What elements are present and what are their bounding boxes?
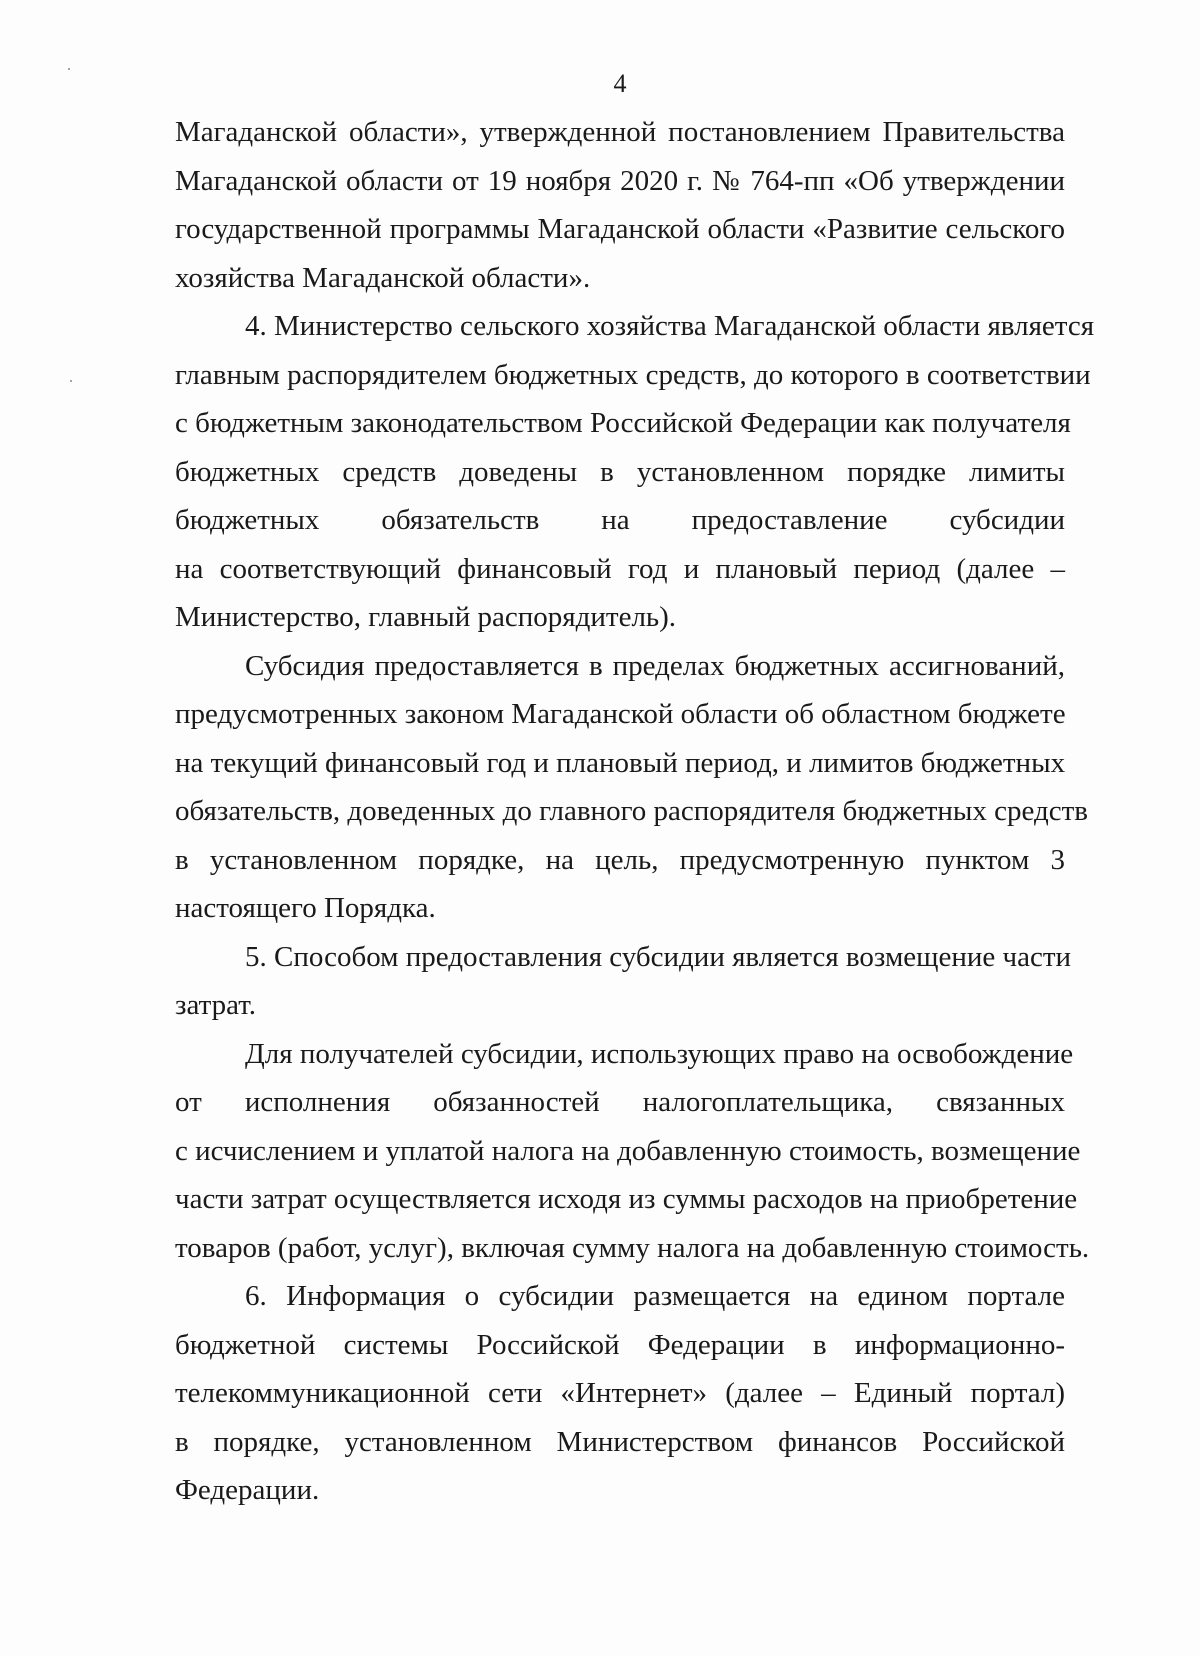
text-line: 6. Информация о субсидии размещается на едином портале (245, 1280, 1065, 1312)
paragraph-item-5 (175, 933, 1072, 1030)
text-line: бюджетных средств доведены в установленном порядке лимиты (175, 455, 1065, 488)
text-line: Субсидия предоставляется в пределах бюджетных ассигнований, (245, 649, 1065, 682)
paragraph-item-6 (175, 1272, 1065, 1515)
text-line: с исчислением и уплатой налога на добавленную стоимость, возмещение (175, 1134, 1081, 1167)
text-line: предусмотренных законом Магаданской области об областном бюджете (175, 698, 1066, 730)
text-line: государственной программы Магаданской области «Развитие сельского (175, 213, 1065, 245)
text-line: на текущий финансовый год и плановый период, и лимитов бюджетных (175, 746, 1066, 779)
text-line: телекоммуникационной сети «Интернет» (далее – Единый портал) (175, 1377, 1065, 1409)
page-number: 4 (613, 69, 627, 98)
text-line: с бюджетным законодательством Российской Федерации как получателя (175, 407, 1071, 439)
paragraph-subsidy-limits (175, 642, 1088, 933)
text-line: от исполнения обязанностей налогоплательщика, связанных (175, 1086, 1065, 1118)
text-line: бюджетной системы Российской Федерации в информационно- (175, 1328, 1065, 1361)
text-line: 4. Министерство сельского хозяйства Магаданской области является (245, 310, 1095, 342)
paragraph-item-4 (175, 302, 1095, 642)
text-line: Министерство, главный распорядитель). (175, 601, 677, 633)
text-line: в порядке, установленном Министерством финансов Российской (175, 1425, 1065, 1458)
text-line: главным распорядителем бюджетных средств, до которого в соответствии (175, 358, 1091, 391)
text-line: Магаданской области от 19 ноября 2020 г. № 764-пп «Об утверждении (175, 164, 1065, 197)
scan-speck (70, 380, 72, 382)
text-line: бюджетных обязательств на предоставление субсидии (175, 504, 1065, 536)
text-line: 5. Способом предоставления субсидии является возмещение части (245, 940, 1072, 973)
text-line: хозяйства Магаданской области». (175, 261, 591, 294)
text-line: настоящего Порядка. (175, 892, 436, 924)
text-line: части затрат осуществляется исходя из суммы расходов на приобретение (175, 1183, 1078, 1215)
text-line: Магаданской области», утвержденной постановлением Правительства (175, 116, 1065, 148)
text-line: Федерации. (175, 1474, 320, 1506)
paragraph-vat-exemption (175, 1030, 1090, 1273)
text-line: в установленном порядке, на цель, предусмотренную пунктом 3 (175, 843, 1065, 876)
scan-speck (68, 68, 70, 70)
paragraph-continuation (175, 108, 1065, 302)
text-line: Для получателей субсидии, использующих право на освобождение (245, 1037, 1074, 1070)
text-line: на соответствующий финансовый год и плановый период (далее – (175, 552, 1065, 585)
document-body (175, 108, 1095, 1515)
text-line: затрат. (175, 989, 256, 1021)
text-line: товаров (работ, услуг), включая сумму налога на добавленную стоимость. (175, 1231, 1090, 1264)
text-line: обязательств, доведенных до главного распорядителя бюджетных средств (175, 795, 1088, 827)
